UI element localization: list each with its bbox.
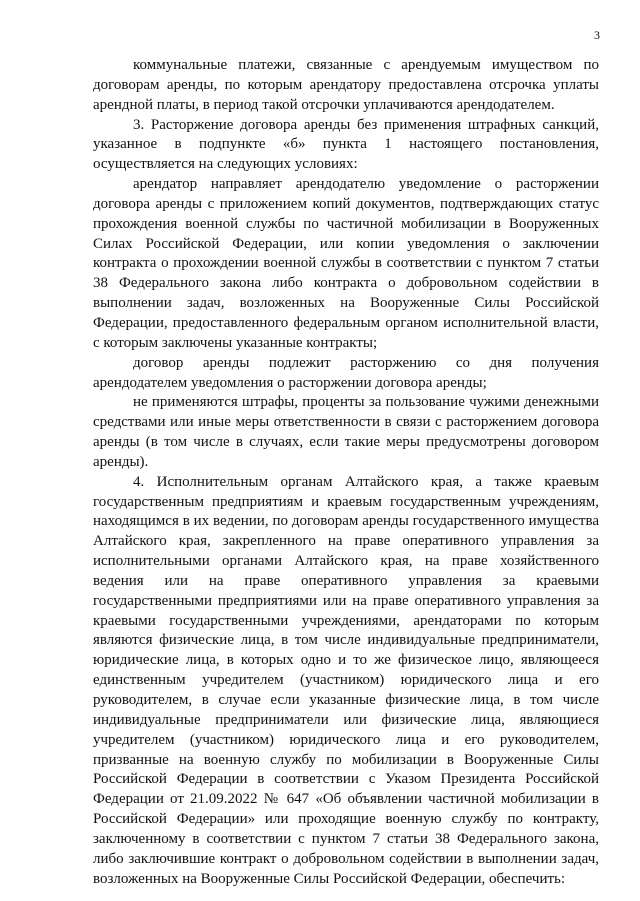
paragraph-lease-termination-conditions: 3. Расторжение договора аренды без применения штрафных санкций, указанное в подпункте «б» пункта 1 настоящего постановления, осуществляется на следующих условиях: [93, 116, 599, 173]
paragraph-termination-date: договор аренды подлежит расторжению со дня получения арендодателем уведомления о расторжении договора аренды; [93, 354, 599, 391]
paragraph-communal-payments: коммунальные платежи, связанные с арендуемым имуществом по договорам аренды, по которым арендатору предоставлена отсрочка уплаты арендной платы, в период такой отсрочки уплачиваются арендодателем. [93, 57, 599, 113]
page-number: 3 [594, 28, 600, 42]
paragraph-no-penalties: не применяются штрафы, проценты за пользование чужими денежными средствами или иные меры ответственности в связи с расторжением договора аренды (в том числе в случаях, если такие меры предусмотрены договором аренды). [93, 394, 599, 470]
document-body [93, 56, 599, 889]
paragraph-tenant-notification: арендатор направляет арендодателю уведомление о расторжении договора аренды с приложением копий документов, подтверждающих статус прохождения военной службы по частичной мобилизации в Вооруженных Силах Российской Федерации, или копии уведомления о заключении контракта о прохождении военной службы в соответствии с пунктом 7 статьи 38 Федерального закона либо контракта о добровольном содействии в выполнении задач, возложенных на Вооруженные Силы Российской Федерации, предоставленного федеральным органом исполнительной власти, с которым заключены указанные контракты; [93, 176, 599, 351]
paragraph-executive-bodies: 4. Исполнительным органам Алтайского края, а также краевым государственным предприятиям и краевым государственным учреждениям, находящимся в их ведении, по договорам аренды государственного имущества Алтайского края, закрепленного на праве оперативного управления за исполнительными органами Алтайского края, на праве хозяйственного ведения или на праве оперативного управления за краевыми государственными предприятиями или на праве оперативного управления за краевыми государственными учреждениями, арендаторами по которым являются физические лица, в том числе индивидуальные предприниматели, юридические лица, в которых одно и то же физическое лицо, являющееся единственным учредителем (участником) юридического лица и его руководителем, в случае если указанные физические лица, в том числе индивидуальные предприниматели или физические лица, являющиеся учредителем (участником) юридического лица и его руководителем, призванные на военную службу по мобилизации в Вооруженные Силы Российской Федерации в соответствии с Указом Президента Российской Федерации от 21.09.2022 № 647 «Об объявлении частичной мобилизации в Российской Федерации» или проходящие военную службу по контракту, заключенному в соответствии с пунктом 7 статьи 38 Федерального закона, либо заключившие контракт о добровольном содействии в выполнении задач, возложенных на Вооруженные Силы Российской Федерации, обеспечить: [93, 473, 599, 887]
